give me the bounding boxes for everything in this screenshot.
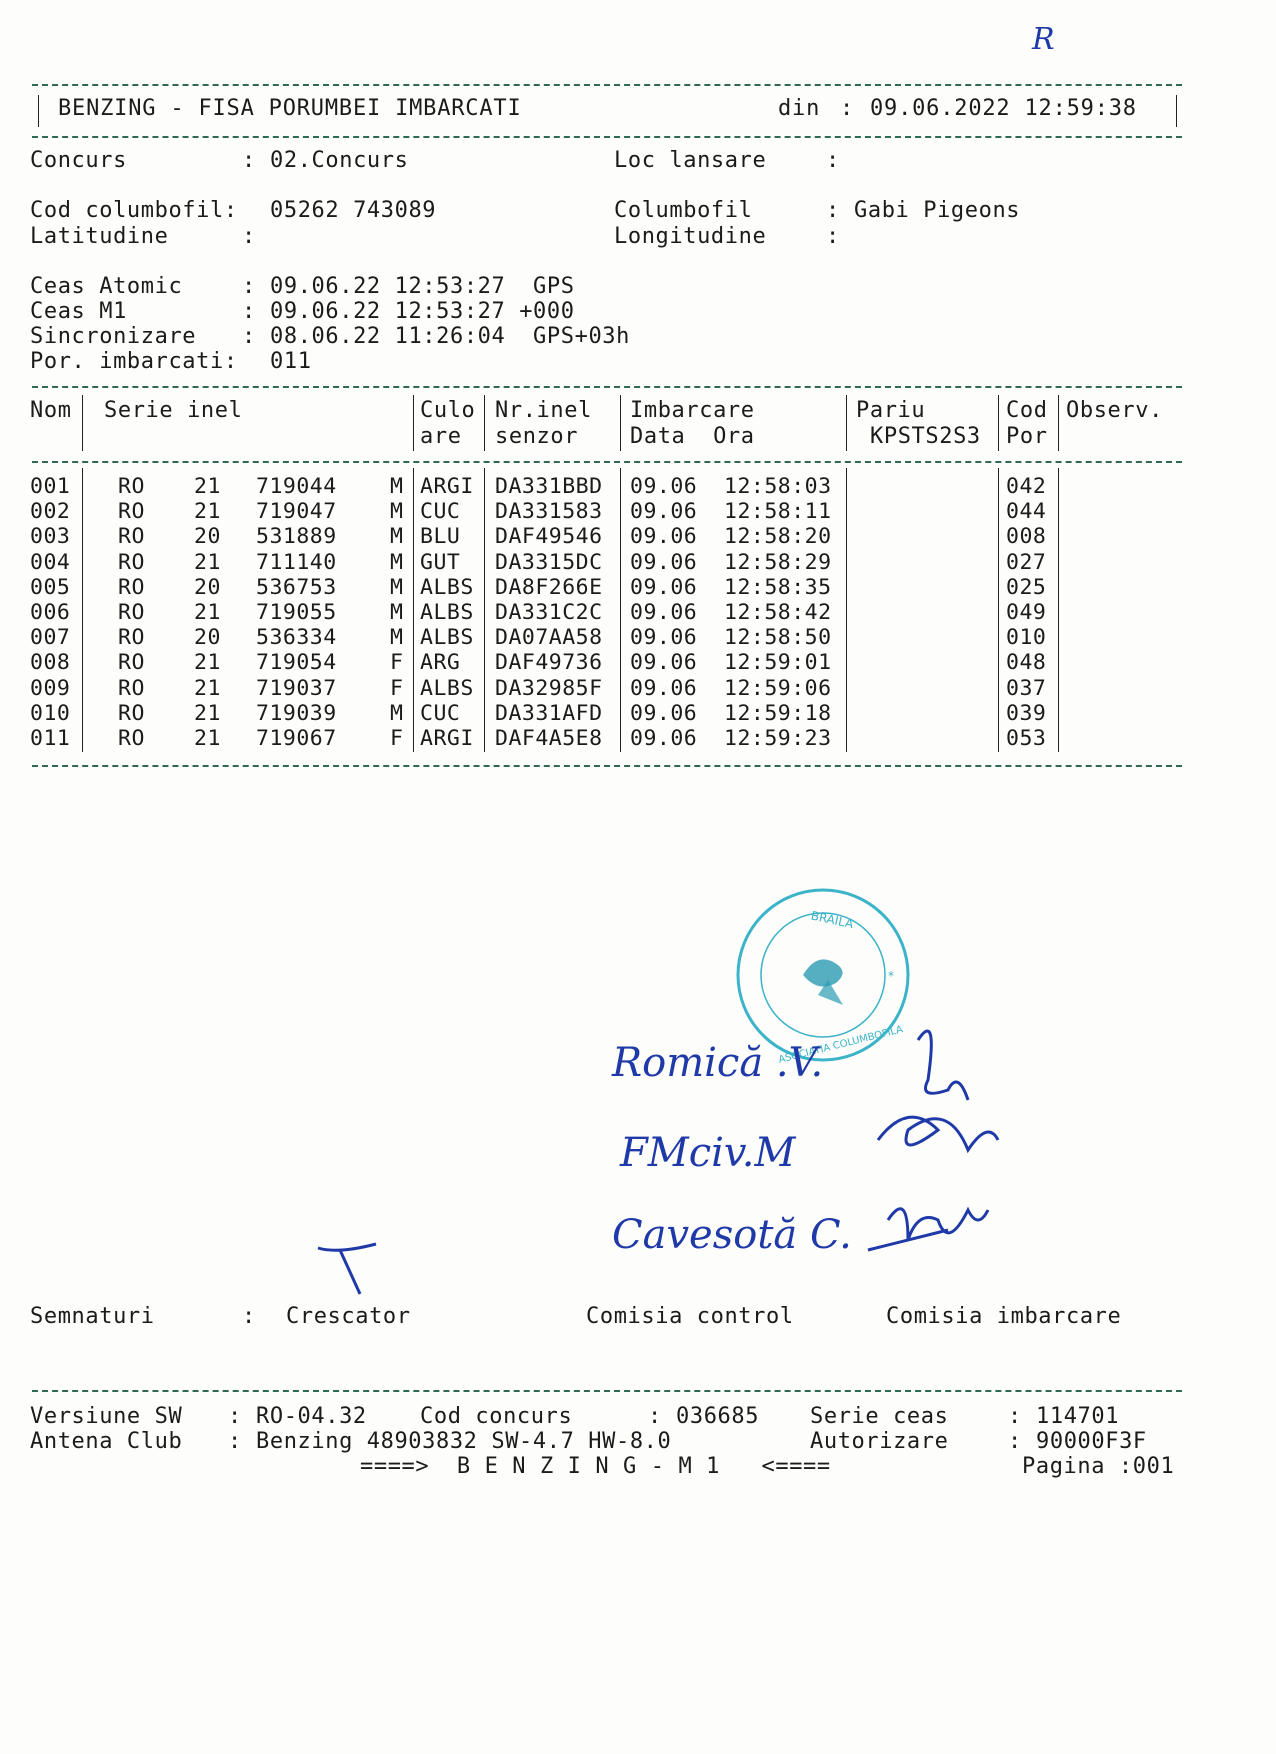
concurs-label: Concurs xyxy=(30,148,127,173)
ceas-atomic-sep: : xyxy=(242,274,256,299)
cell-nr-inel: 719047 xyxy=(256,499,337,525)
cell-nom: 007 xyxy=(30,625,71,651)
signatures-label: Semnaturi xyxy=(30,1304,155,1329)
cell-tara: RO xyxy=(118,574,145,600)
longitudine-sep: : xyxy=(826,224,840,249)
comisia-imbarcare-label: Comisia imbarcare xyxy=(886,1304,1122,1329)
antena-label: Antena Club xyxy=(30,1429,183,1454)
cell-nr-inel: 536334 xyxy=(256,625,337,651)
col-sep-pariu xyxy=(998,395,999,451)
handwritten-name-3: Cavesotă C. xyxy=(612,1212,852,1258)
cell-culoare: ARGI xyxy=(420,474,474,499)
cell-ora: 12:58:42 xyxy=(724,600,832,625)
cell-cod-por: 037 xyxy=(1006,675,1047,701)
columbofil-label: Columbofil xyxy=(614,198,753,223)
col-sep-cod xyxy=(1058,395,1059,451)
cell-an: 21 xyxy=(194,549,221,575)
loc-lansare-sep: : xyxy=(826,148,840,173)
cell-tara: RO xyxy=(118,524,145,550)
cell-tara: RO xyxy=(118,600,145,625)
body-sep-serie xyxy=(413,468,414,752)
serie-ceas-sep: : xyxy=(1008,1404,1022,1429)
cell-tara: RO xyxy=(118,499,145,525)
serie-ceas-label: Serie ceas xyxy=(810,1404,949,1429)
sincronizare-sep: : xyxy=(242,324,256,349)
cell-data: 09.06 xyxy=(630,474,698,499)
top-handwritten-mark: R xyxy=(1032,22,1055,57)
cell-nom: 011 xyxy=(30,726,71,751)
col-sep-serie xyxy=(413,395,414,451)
cell-culoare: ARGI xyxy=(420,726,474,751)
loc-lansare-label: Loc lansare xyxy=(614,148,767,173)
autorizare-sep: : xyxy=(1008,1429,1022,1454)
stamp-text-top: BRAILA xyxy=(809,908,855,932)
cell-an: 21 xyxy=(194,726,221,751)
cell-culoare: ALBS xyxy=(420,600,474,625)
cell-senzor: DA331583 xyxy=(495,499,603,525)
concurs-sep: : xyxy=(242,148,256,173)
cell-sex: M xyxy=(390,524,404,550)
cell-senzor: DA07AA58 xyxy=(495,625,603,651)
cell-an: 20 xyxy=(194,524,221,550)
cell-data: 09.06 xyxy=(630,549,698,575)
cell-an: 21 xyxy=(194,675,221,701)
cell-culoare: CUC xyxy=(420,700,461,726)
cell-culoare: ARG xyxy=(420,650,461,676)
ceas-m1-label: Ceas M1 xyxy=(30,299,127,324)
cell-tara: RO xyxy=(118,700,145,726)
cell-nr-inel: 531889 xyxy=(256,524,337,550)
col-header-imbarcare-2: Data Ora xyxy=(630,424,755,449)
col-sep-nom xyxy=(82,395,83,451)
cell-sex: M xyxy=(390,549,404,575)
ceas-m1-value: 09.06.22 12:53:27 +000 xyxy=(270,299,575,324)
cell-data: 09.06 xyxy=(630,574,698,600)
cell-ora: 12:59:01 xyxy=(724,650,832,676)
antena-sep: : xyxy=(228,1429,242,1454)
cell-cod-por: 053 xyxy=(1006,726,1047,751)
cell-an: 21 xyxy=(194,499,221,525)
signatures-sep: : xyxy=(242,1304,256,1329)
col-sep-nrinel xyxy=(620,395,621,451)
col-header-serie: Serie inel xyxy=(104,398,243,423)
crescator-label: Crescator xyxy=(286,1304,411,1329)
cell-cod-por: 039 xyxy=(1006,700,1047,726)
cell-culoare: GUT xyxy=(420,549,461,575)
cell-nr-inel: 719039 xyxy=(256,700,337,726)
cell-sex: M xyxy=(390,499,404,525)
cell-an: 21 xyxy=(194,700,221,726)
cell-senzor: DA331C2C xyxy=(495,600,603,625)
cell-tara: RO xyxy=(118,474,145,499)
header-date-sep: : xyxy=(840,96,855,121)
concurs-value: 02.Concurs xyxy=(270,148,409,173)
cell-cod-por: 027 xyxy=(1006,549,1047,575)
body-sep-pariu xyxy=(998,468,999,752)
autorizare-value: 90000F3F xyxy=(1036,1429,1147,1454)
cell-senzor: DAF49736 xyxy=(495,650,603,676)
ceas-atomic-label: Ceas Atomic xyxy=(30,274,183,299)
por-imbarcati-value: 011 xyxy=(270,349,312,374)
cell-senzor: DAF49546 xyxy=(495,524,603,550)
cell-sex: M xyxy=(390,700,404,726)
cell-ora: 12:59:23 xyxy=(724,726,832,751)
cell-nr-inel: 719037 xyxy=(256,675,337,701)
cell-senzor: DAF4A5E8 xyxy=(495,726,603,751)
cell-cod-por: 042 xyxy=(1006,474,1047,499)
cell-cod-por: 010 xyxy=(1006,625,1047,651)
cell-cod-por: 025 xyxy=(1006,574,1047,600)
cell-senzor: DA3315DC xyxy=(495,549,603,575)
col-header-observ: Observ. xyxy=(1066,398,1163,423)
table-bottom-rule xyxy=(32,765,1182,767)
cell-culoare: ALBS xyxy=(420,675,474,701)
cell-cod-por: 048 xyxy=(1006,650,1047,676)
cell-nom: 008 xyxy=(30,650,71,676)
col-header-imbarcare: Imbarcare xyxy=(630,398,755,423)
crescator-signature xyxy=(310,1240,390,1300)
cell-ora: 12:58:20 xyxy=(724,524,832,550)
antena-value: Benzing 48903832 SW-4.7 HW-8.0 xyxy=(256,1429,672,1454)
cell-nr-inel: 719054 xyxy=(256,650,337,676)
cell-an: 20 xyxy=(194,574,221,600)
cell-senzor: DA32985F xyxy=(495,675,603,701)
page-title: BENZING - FISA PORUMBEI IMBARCATI xyxy=(58,96,522,121)
sincronizare-label: Sincronizare xyxy=(30,324,197,349)
signature-scribbles xyxy=(858,1010,1038,1270)
cell-an: 21 xyxy=(194,650,221,676)
footer-rule xyxy=(32,1390,1182,1392)
cod-columbofil-label: Cod columbofil: xyxy=(30,198,238,223)
body-sep-cod xyxy=(1058,468,1059,752)
header-right-bar xyxy=(1176,95,1177,127)
header-date-label: din xyxy=(778,96,821,121)
cell-sex: F xyxy=(390,726,404,751)
cell-sex: M xyxy=(390,574,404,600)
cell-nom: 010 xyxy=(30,700,71,726)
cell-ora: 12:58:11 xyxy=(724,499,832,525)
cell-sex: M xyxy=(390,474,404,499)
cell-senzor: DA8F266E xyxy=(495,574,603,600)
col-header-culo-2: are xyxy=(420,424,462,449)
cell-ora: 12:58:29 xyxy=(724,549,832,575)
cell-nr-inel: 719044 xyxy=(256,474,337,499)
header-bottom-rule xyxy=(32,136,1182,138)
cell-cod-por: 008 xyxy=(1006,524,1047,550)
columbofil-value: Gabi Pigeons xyxy=(854,198,1021,223)
cell-nom: 009 xyxy=(30,675,71,701)
header-date-value: 09.06.2022 12:59:38 xyxy=(870,96,1137,121)
table-top-rule xyxy=(32,386,1182,388)
cell-data: 09.06 xyxy=(630,726,698,751)
col-sep-culo xyxy=(484,395,485,451)
ceas-m1-sep: : xyxy=(242,299,256,324)
table-header-rule xyxy=(32,461,1182,463)
cell-senzor: DA331AFD xyxy=(495,700,603,726)
body-sep-culo xyxy=(484,468,485,752)
por-imbarcati-label: Por. imbarcati: xyxy=(30,349,238,374)
cell-data: 09.06 xyxy=(630,625,698,651)
serie-ceas-value: 114701 xyxy=(1036,1404,1120,1429)
longitudine-label: Longitudine xyxy=(614,224,767,249)
versiune-value: RO-04.32 xyxy=(256,1404,367,1429)
cell-nom: 001 xyxy=(30,474,71,499)
cell-ora: 12:59:06 xyxy=(724,675,832,701)
cell-nom: 003 xyxy=(30,524,71,550)
cell-sex: F xyxy=(390,650,404,676)
cell-nom: 006 xyxy=(30,600,71,625)
cod-columbofil-value: 05262 743089 xyxy=(270,198,437,223)
cell-nr-inel: 536753 xyxy=(256,574,337,600)
cod-concurs-value: 036685 xyxy=(676,1404,760,1429)
cell-data: 09.06 xyxy=(630,600,698,625)
cell-data: 09.06 xyxy=(630,675,698,701)
cod-concurs-sep: : xyxy=(648,1404,662,1429)
cell-an: 21 xyxy=(194,474,221,499)
latitudine-label: Latitudine xyxy=(30,224,169,249)
cell-data: 09.06 xyxy=(630,524,698,550)
cod-concurs-label: Cod concurs xyxy=(420,1404,573,1429)
cell-an: 21 xyxy=(194,600,221,625)
stamp-star: * xyxy=(888,969,894,983)
cell-culoare: ALBS xyxy=(420,625,474,651)
page-number: Pagina :001 xyxy=(1022,1454,1175,1479)
cell-culoare: CUC xyxy=(420,499,461,525)
cell-nr-inel: 711140 xyxy=(256,549,337,575)
cell-ora: 12:58:50 xyxy=(724,625,832,651)
cell-nom: 004 xyxy=(30,549,71,575)
col-header-cod: Cod xyxy=(1006,398,1048,423)
cell-data: 09.06 xyxy=(630,700,698,726)
cell-nom: 005 xyxy=(30,574,71,600)
cell-an: 20 xyxy=(194,625,221,651)
benzing-banner: ====> B E N Z I N G - M 1 <==== xyxy=(360,1454,831,1479)
handwritten-name-1: Romică .V. xyxy=(612,1040,824,1086)
cell-ora: 12:58:35 xyxy=(724,574,832,600)
sincronizare-value: 08.06.22 11:26:04 GPS+03h xyxy=(270,324,630,349)
col-sep-imbarcare xyxy=(846,395,847,451)
ceas-atomic-value: 09.06.22 12:53:27 GPS xyxy=(270,274,575,299)
body-sep-nom xyxy=(82,468,83,752)
latitudine-sep: : xyxy=(242,224,256,249)
header-top-rule xyxy=(32,84,1182,86)
cell-tara: RO xyxy=(118,675,145,701)
body-sep-imbarcare xyxy=(846,468,847,752)
col-header-culo: Culo xyxy=(420,398,476,423)
cell-tara: RO xyxy=(118,625,145,651)
cell-culoare: ALBS xyxy=(420,574,474,600)
cell-senzor: DA331BBD xyxy=(495,474,603,499)
col-header-nrinel: Nr.inel xyxy=(495,398,592,423)
header-left-bar xyxy=(38,95,39,127)
stamp-text-side: ASOCIATIA COLUMBOFILA xyxy=(777,1024,905,1066)
versiune-sep: : xyxy=(228,1404,242,1429)
cell-culoare: BLU xyxy=(420,524,461,550)
cell-tara: RO xyxy=(118,650,145,676)
columbofil-sep: : xyxy=(826,198,840,223)
col-header-nrinel-2: senzor xyxy=(495,424,579,449)
cell-cod-por: 044 xyxy=(1006,499,1047,525)
cell-data: 09.06 xyxy=(630,499,698,525)
cell-nr-inel: 719067 xyxy=(256,726,337,751)
col-header-nom: Nom xyxy=(30,398,72,423)
cell-nr-inel: 719055 xyxy=(256,600,337,625)
cell-sex: F xyxy=(390,675,404,701)
cell-tara: RO xyxy=(118,549,145,575)
cell-sex: M xyxy=(390,600,404,625)
col-header-pariu: Pariu xyxy=(856,398,926,423)
handwritten-name-2: FMciv.M xyxy=(620,1130,796,1176)
cell-ora: 12:59:18 xyxy=(724,700,832,726)
cell-nom: 002 xyxy=(30,499,71,525)
comisia-control-label: Comisia control xyxy=(586,1304,794,1329)
cell-ora: 12:58:03 xyxy=(724,474,832,499)
col-header-pariu-2: KPSTS2S3 xyxy=(870,424,981,449)
cell-cod-por: 049 xyxy=(1006,600,1047,625)
cell-tara: RO xyxy=(118,726,145,751)
body-sep-nrinel xyxy=(620,468,621,752)
versiune-label: Versiune SW xyxy=(30,1404,183,1429)
col-header-cod-2: Por xyxy=(1006,424,1048,449)
cell-data: 09.06 xyxy=(630,650,698,676)
cell-sex: M xyxy=(390,625,404,651)
autorizare-label: Autorizare xyxy=(810,1429,949,1454)
